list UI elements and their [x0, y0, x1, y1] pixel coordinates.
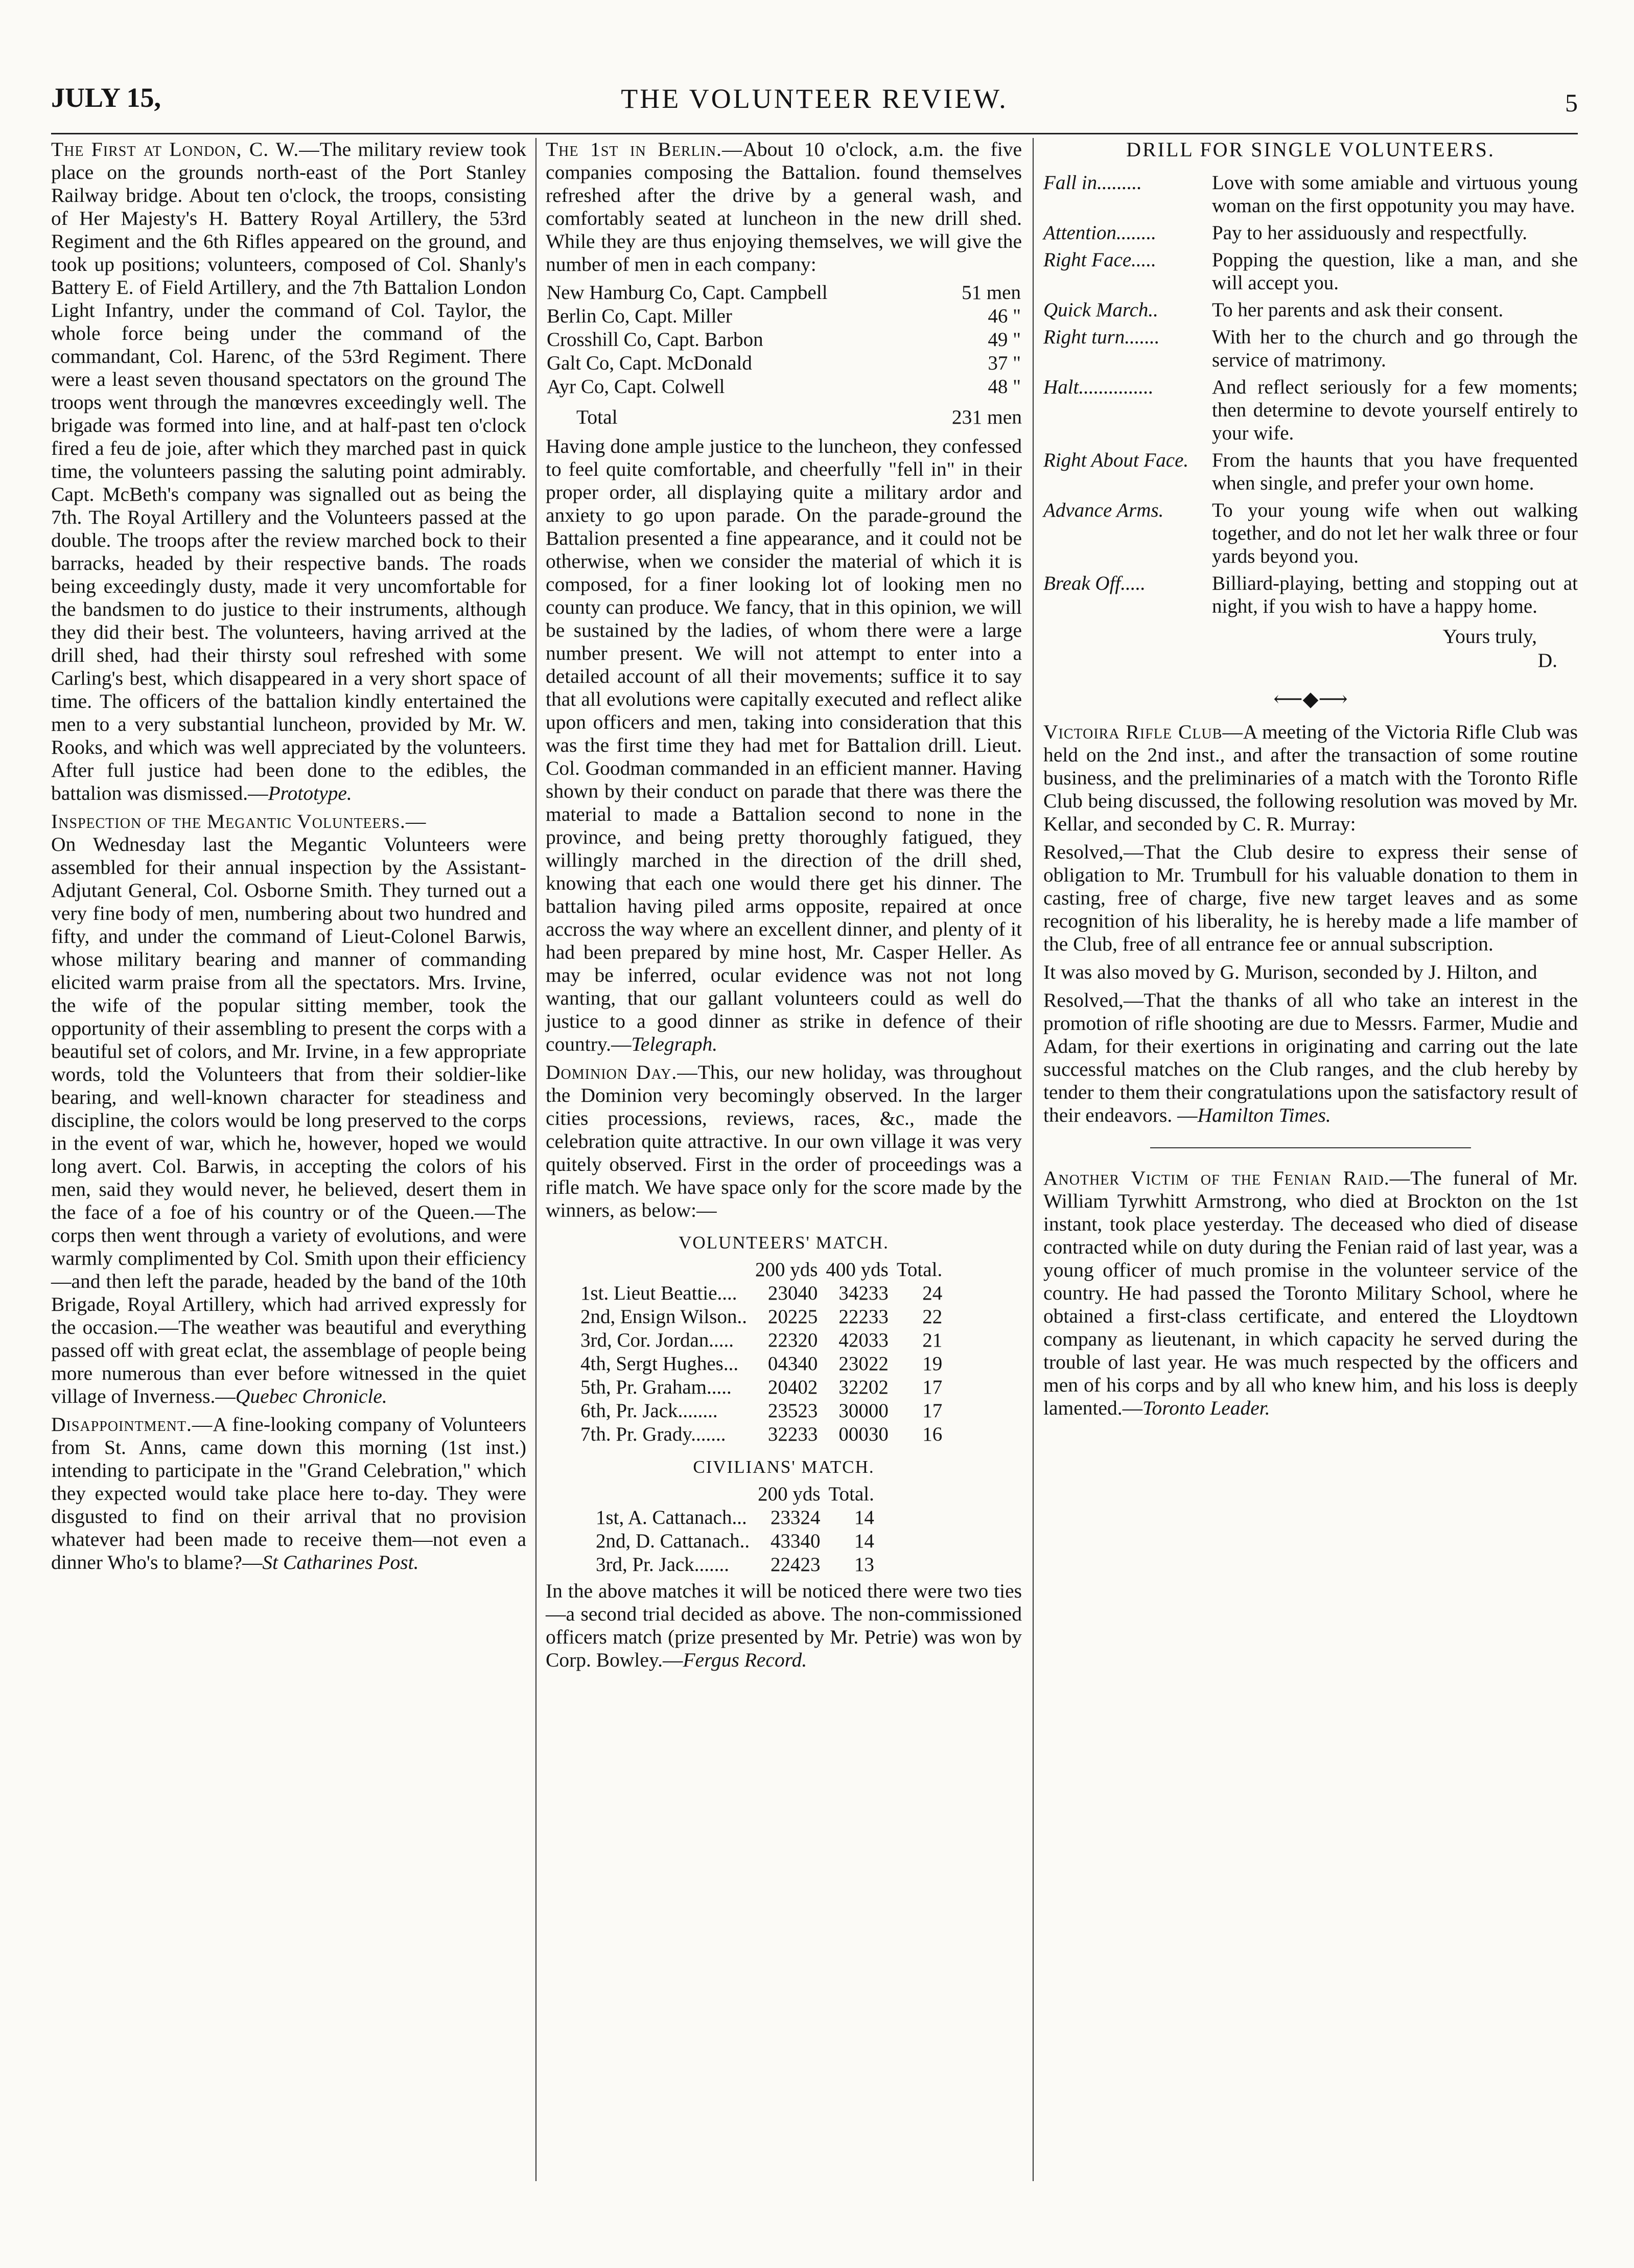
table-row [592, 1530, 878, 1553]
article-dominion-day-end [546, 1580, 1022, 1672]
article-body: This, our new holiday, was throughout the Dominion very becomingly observed. In the larger cities processions, reviews, races, &c., made the celebration quite attractive. In our own village it was very quitely observed. First in the order of proceedings was a rifle match. We have space only for the score made by the winners, as below:— [546, 1061, 1022, 1221]
drill-item [1043, 449, 1578, 499]
table-row [576, 1352, 946, 1376]
article-source: Quebec Chronicle. [235, 1385, 387, 1407]
drill-command: Right turn....... [1043, 326, 1160, 348]
company-men: 51 men [962, 282, 1021, 304]
masthead-title: THE VOLUNTEER REVIEW. [621, 83, 1008, 114]
cell: 14 [854, 1530, 874, 1552]
cell: 20225 [767, 1306, 818, 1328]
cell: 00030 [838, 1423, 889, 1445]
drill-item [1043, 221, 1578, 248]
column-header [576, 1258, 751, 1282]
cell: 32233 [767, 1423, 818, 1445]
cell: 23523 [767, 1400, 818, 1422]
article-disappointment [51, 1413, 526, 1574]
article-source: Telegraph. [631, 1033, 718, 1055]
article-body: On Wednesday last the Megantic Volunteers were assembled for their annual inspection by the Assistant-Adjutant General, Col. Osborne Smith. They turned out a very fine body of men, numbering about two hundred and fifty, and under the command of Lieut-Colonel Barwis, whose military bearing and manner of commanding elicited warm praise from all the spectators. Mrs. Irvine, the wife of the popular sitting member, took the opportunity of their assembling to present the corps with a beautiful set of colors, and Mr. Irvine, in a few appropriate words, told the Volunteers that from their soldier-like bearing, and well-known character for steadiness and discipline, the colors would be long preserved to the corps in the event of war, which he, however, hoped we would long avert. Col. Barwis, in accepting the colors of his men, said they would never, he believed, desert them in the face of a foe of his country or of the Queen.—The corps then went through a variety of evolutions, and were warmly complimented by Col. Smith upon their efficiency—and then left the parade, headed by the band of the 10th Brigade, Royal Artillery, which had arrived expressly for the occasion.—The weather was beautiful and everything passed off with great eclat, the assemblage of people being more numerous than ever before witnessed in the quiet village of Inverness.— [51, 833, 526, 1407]
letter-signoff: Yours truly, [1442, 625, 1537, 647]
page-number: 5 [1565, 88, 1578, 117]
column-rule [1033, 138, 1034, 2181]
article-heading: Victoira Rifle Club— [1043, 721, 1243, 743]
cell: 21 [922, 1329, 943, 1351]
article-heading: Another Victim of the Fenian Raid.— [1043, 1167, 1411, 1189]
drill-command: Halt............... [1043, 376, 1154, 398]
cell: 16 [922, 1423, 943, 1445]
drill-command: Right About Face. [1043, 449, 1189, 471]
drill-command: Attention........ [1043, 222, 1156, 244]
cell: 34233 [838, 1282, 889, 1304]
cell: 17 [922, 1376, 943, 1398]
table-row [546, 375, 1022, 399]
cell: 6th, Pr. Jack........ [580, 1400, 718, 1422]
company-name: Crosshill Co, Capt. Barbon [547, 329, 763, 351]
cell: 22 [922, 1306, 943, 1328]
letter-signature: D. [1537, 649, 1557, 672]
table-row [576, 1329, 946, 1352]
drill-command: Quick March.. [1043, 299, 1158, 321]
table-row [576, 1282, 946, 1305]
article-source: Hamilton Times. [1197, 1104, 1331, 1126]
company-men: 46 " [988, 305, 1021, 327]
article-heading: Dominion Day.— [546, 1061, 698, 1083]
ornament-divider-icon: ⟵◆⟶ [1273, 687, 1348, 710]
cell: 2nd, Ensign Wilson.. [580, 1306, 747, 1328]
cell: 24 [922, 1282, 943, 1304]
company-name: Galt Co, Capt. McDonald [547, 352, 752, 374]
article-dominion-day [546, 1061, 1022, 1222]
cell: 2nd, D. Cattanach.. [596, 1530, 750, 1552]
volunteers-match-title: VOLUNTEERS' MATCH. [679, 1233, 889, 1253]
article-body: The military review took place on the grounds north-east of the Port Stanley Railway bridge. About ten o'clock, the troops, consisting of Her Majesty's H. Battery Royal Artillery, the 53rd Regiment and the 6th Rifles appeared on the ground, and took up positions; volunteers, composed of Col. Shanly's Battery E. of Field Artillery, and the 7th Battalion London Light Infantry, under the command of Col. Taylor, the whole force being under the command of the commandant, Col. Harenc, of the 53rd Regiment. There were a least seven thousand spectators on the ground The troops went through the manœvres exceedingly well. The brigade was formed into line, and at half-past ten o'clock fired a feu de joie, after which they marched past in quick time, the volunteers passing the saluting point admirably. Capt. McBeth's company was signalled out as being the 7th. The Royal Artillery and the Volunteers passed at the double. The troops after the review marched bock to their barracks, headed by their respective bands. The roads being exceedingly dusty, made it very uncomfortable for the bandsmen to do justice to their instruments, although they did their best. The volunteers, having arrived at the drill shed, had their thirsty soul refreshed with some Carling's best, which disappeared in a very short space of time. The officers of the battalion kindly entertained the men to a very substantial luncheon, provided by Mr. W. Rooks, and which was well appreciated by the volunteers. After full justice had been done to the edibles, the battalion was dismissed.— [51, 138, 526, 804]
article-intro: About 10 o'clock, a.m. the five companies composing the Battalion. found themselves refreshed after the drive by a general wash, and comfortably seated at luncheon in the new drill shed. While they are thus enjoying themselves, we will give the number of men in each company: [546, 138, 1022, 275]
drill-command: Fall in......... [1043, 172, 1142, 194]
cell: 43340 [771, 1530, 821, 1552]
column-header: 200 yds [755, 1259, 818, 1281]
table-row [546, 305, 1022, 328]
drill-item [1043, 572, 1578, 622]
table-row [592, 1553, 878, 1577]
drill-item [1043, 499, 1578, 572]
article-body: A fine-looking company of Volunteers from St. Anns, came down this morning (1st inst.) intending to participate in the "Grand Celebration," which they expected would take place here to-day. They were disgusted to find on their arrival that no provision whatever had been made to receive them—not even a dinner Who's to blame?— [51, 1413, 526, 1573]
cell: 20402 [767, 1376, 818, 1398]
company-name: Berlin Co, Capt. Miller [547, 305, 732, 327]
cell: 13 [854, 1554, 874, 1576]
article-fenian-raid [1043, 1167, 1578, 1420]
cell: 30000 [838, 1400, 889, 1422]
table-row [576, 1423, 946, 1446]
article-source: Prototype. [268, 782, 352, 804]
drill-item [1043, 171, 1578, 221]
drill-text: And reflect seriously for a few moments; then determine to devote yourself entirely to your wife. [1212, 376, 1578, 444]
cell: 22423 [771, 1554, 821, 1576]
article-body [546, 435, 1022, 1056]
section-divider [1150, 1147, 1471, 1148]
article-first-in-berlin [546, 138, 1022, 276]
drill-list [1043, 171, 1578, 622]
company-men: 37 " [988, 352, 1021, 374]
cell: 17 [922, 1400, 943, 1422]
drill-text: Popping the question, like a man, and she will accept you. [1212, 249, 1578, 294]
cell: 3rd, Cor. Jordan..... [580, 1329, 734, 1351]
drill-text: Billiard-playing, betting and stopping out at night, if you wish to have a happy home. [1212, 572, 1578, 617]
resolution-text: Resolved,—That the thanks of all who take an interest in the promotion of rifle shooting are due to Messrs. Farmer, Mudie and Adam, for their exertions in originating and carring out the late successful matches on the Club ranges, and the club hereby by tender to them their congratulations upon the satisfactory result of their endeavors. — [1043, 989, 1578, 1126]
cell: 3rd, Pr. Jack....... [596, 1554, 730, 1576]
article-heading: The 1st in Berlin.— [546, 138, 743, 160]
company-name: Ayr Co, Capt. Colwell [547, 376, 725, 398]
resolution-1: Resolved,—That the Club desire to express their sense of obligation to Mr. Trumbull for his valuable donation to them in casting, free of charge, five new target leaves and as some recognition of his liberality, he is hereby made a life mamber of the Club, free of all entrance fee or annual subscription. [1043, 841, 1578, 955]
drill-text: To your young wife when out walking together, and do not let her walk three or four yards beyond you. [1212, 499, 1578, 567]
article-victoria-rifle-club [1043, 721, 1578, 836]
drill-item [1043, 248, 1578, 298]
article-body: In the above matches it will be noticed there were two ties—a second trial decided as above. The non-commissioned officers match (prize presented by Mr. Petrie) was won by Corp. Bowley.— [546, 1580, 1022, 1671]
article-megantic-inspection [51, 810, 526, 1408]
civilians-match-table [592, 1483, 878, 1577]
drill-command: Right Face..... [1043, 249, 1156, 271]
article-body: The funeral of Mr. William Tyrwhitt Armstrong, who died at Brockton on the 1st instant, took place yesterday. The deceased who died of disease contracted while on duty during the Fenian raid of last year, was a young officer of much promise in the volunteer service of the country. He had passed the Toronto Military School, where he obtained a first-class certificate, and entered the Lloydtown company as lieutenant, in which capacity he served during the trouble of last year. He was much respected by the officers and men of his corps and by all who knew him, and his loss is deeply lamented.— [1043, 1167, 1578, 1419]
article-source: Toronto Leader. [1142, 1397, 1270, 1419]
company-strength-table [546, 281, 1022, 399]
article-heading: Inspection of the Megantic Volunteers.— [51, 810, 427, 832]
table-row [546, 328, 1022, 352]
cell: 1st, A. Cattanach... [596, 1507, 747, 1529]
column-1 [51, 138, 526, 2186]
issue-date: JULY 15, [51, 82, 161, 113]
table-header-row [576, 1258, 946, 1282]
drill-title: DRILL FOR SINGLE VOLUNTEERS. [1126, 138, 1495, 161]
column-header: 400 yds [826, 1259, 889, 1281]
table-row [546, 281, 1022, 305]
cell: 23324 [771, 1507, 821, 1529]
company-total [576, 406, 1022, 429]
cell: 4th, Sergt Hughes... [580, 1353, 739, 1375]
cell: 22320 [767, 1329, 818, 1351]
cell: 5th, Pr. Graham..... [580, 1376, 732, 1398]
motion-text: It was also moved by G. Murison, seconded by J. Hilton, and [1043, 961, 1537, 983]
table-row [576, 1376, 946, 1399]
article-body: A meeting of the Victoria Rifle Club was held on the 2nd inst., and after the transaction of some routine business, and the preliminaries of a match with the Toronto Rifle Club being discussed, the following resolution was moved by Mr. Kellar, and seconded by C. R. Murray: [1043, 721, 1578, 835]
page-header [51, 77, 1578, 134]
cell: 19 [922, 1353, 943, 1375]
article-first-at-london [51, 138, 526, 805]
drill-command: Break Off..... [1043, 572, 1146, 594]
article-body-text: Having done ample justice to the luncheon, they confessed to feel quite comfortable, and cheerfully "fell in" in their proper order, all displaying quite a military ardor and anxiety to go upon parade. On the parade-ground the Battalion presented a fine appearance, and it could not be otherwise, when we consider the material of which it is composed, for a finer looking lot of looking men no county can produce. We fancy, that in this opinion, we will be sustained by the ladies, of whom there were a large number present. We will not attempt to enter into a detailed account of all their movements; suffice it to say that all evolutions were capitally executed and reflect alike upon officers and men, taking into consideration that this was the first time they had met for Battalion drill. Lieut. Col. Goodman commanded in an efficient manner. Having shown by their conduct on parade that there was there the material to made a Battalion second to none in the province, and being pretty thoroughly fatigued, they willingly marched in the direction of the drill shed, knowing that each one would there get his dinner. The battalion having piled arms opposite, repaired at once accross the way where an excellent dinner, and plenty of it had been prepared by mine host, Mr. Casper Heller. As may be inferred, ocular evidence was not not long wanting, that our gallant volunteers could as well do justice to a good dinner as strike in defence of their country.— [546, 435, 1022, 1055]
drill-item [1043, 376, 1578, 449]
cell: 23040 [767, 1282, 818, 1304]
drill-text: With her to the church and go through the service of matrimony. [1212, 326, 1578, 371]
cell: 14 [854, 1507, 874, 1529]
drill-item [1043, 326, 1578, 376]
column-header: Total. [828, 1483, 874, 1505]
company-men: 49 " [988, 329, 1021, 351]
article-heading: The First at London, C. W.— [51, 138, 320, 160]
cell: 32202 [838, 1376, 889, 1398]
drill-text: Pay to her assiduously and respectfully. [1212, 222, 1528, 244]
column-rule [535, 138, 536, 2181]
company-name: New Hamburg Co, Capt. Campbell [547, 282, 828, 304]
resolution-2 [1043, 989, 1578, 1127]
drill-command: Advance Arms. [1043, 499, 1164, 521]
volunteers-match-table [576, 1258, 946, 1446]
total-value: 231 men [951, 406, 1022, 428]
company-men: 48 " [988, 376, 1021, 398]
drill-item [1043, 298, 1578, 326]
cell: 22233 [838, 1306, 889, 1328]
drill-text: To her parents and ask their consent. [1212, 299, 1504, 321]
table-row [576, 1399, 946, 1423]
cell: 23022 [838, 1353, 889, 1375]
article-heading: Disappointment.— [51, 1413, 213, 1436]
total-label: Total [576, 406, 618, 428]
column-2 [546, 138, 1022, 2186]
article-source: St Catharines Post. [262, 1551, 419, 1573]
table-row [546, 352, 1022, 375]
drill-text: Love with some amiable and virtuous young woman on the first oppotunity you may have. [1212, 172, 1578, 217]
cell: 7th. Pr. Grady....... [580, 1423, 726, 1445]
table-row [592, 1506, 878, 1530]
article-source: Fergus Record. [683, 1649, 807, 1671]
column-header [592, 1483, 754, 1506]
cell: 1st. Lieut Beattie.... [580, 1282, 737, 1304]
column-3 [1043, 138, 1578, 2186]
cell: 04340 [767, 1353, 818, 1375]
civilians-match-title: CIVILIANS' MATCH. [693, 1457, 875, 1477]
table-header-row [592, 1483, 878, 1506]
cell: 42033 [838, 1329, 889, 1351]
table-row [576, 1305, 946, 1329]
column-header: Total. [896, 1259, 943, 1281]
drill-text: From the haunts that you have frequented when single, and prefer your own home. [1212, 449, 1578, 494]
column-header: 200 yds [758, 1483, 821, 1505]
